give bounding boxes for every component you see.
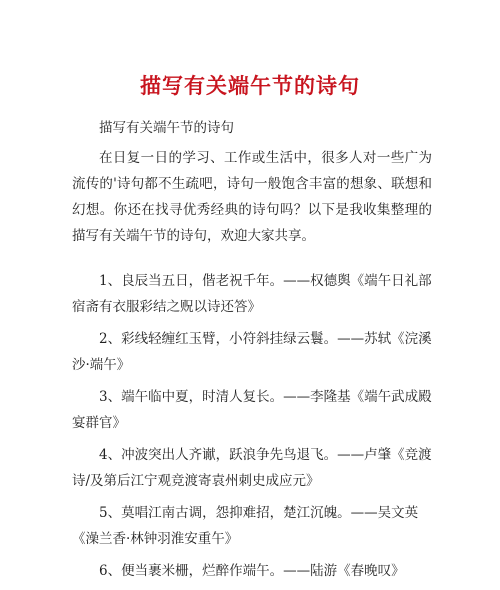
list-item: 3、端午临中夏，时清人复长。——李隆基《端午武成殿宴群官》 [72,389,432,431]
poem-list [72,268,432,590]
intro-paragraph: 在日复一日的学习、工作或生活中，很多人对一些广为流传的'诗句都不生疏吧，诗句一般饱含丰富的想象、联想和幻想。你还在找寻优秀经典的诗句吗？以下是我收集整理的描写有关端午节的诗句，欢迎大家共享。 [72,150,432,244]
list-item: 5、莫唱江南古调，怨抑难招，楚江沉魄。——吴文英《澡兰香·林钟羽淮安重午》 [72,505,419,547]
document-title: 描写有关端午节的诗句 [140,73,360,98]
list-item: 1、良辰当五日，偕老祝千年。——权德舆《端午日礼部宿斋有衣服彩结之贶以诗还答》 [72,273,432,315]
list-item: 2、彩线轻缠红玉臂，小符斜挂绿云鬟。——苏轼《浣溪沙·端午》 [72,331,432,373]
list-item: 6、便当裹米栅，烂醉作端午。——陆游《春晚叹》 [99,563,405,579]
document-subtitle: 描写有关端午节的诗句 [99,120,234,136]
list-item: 4、冲波突出人齐谳，跃浪争先鸟退飞。——卢肇《竞渡诗/及第后江宁观竞渡寄袁州刺史成应元》 [72,447,432,489]
